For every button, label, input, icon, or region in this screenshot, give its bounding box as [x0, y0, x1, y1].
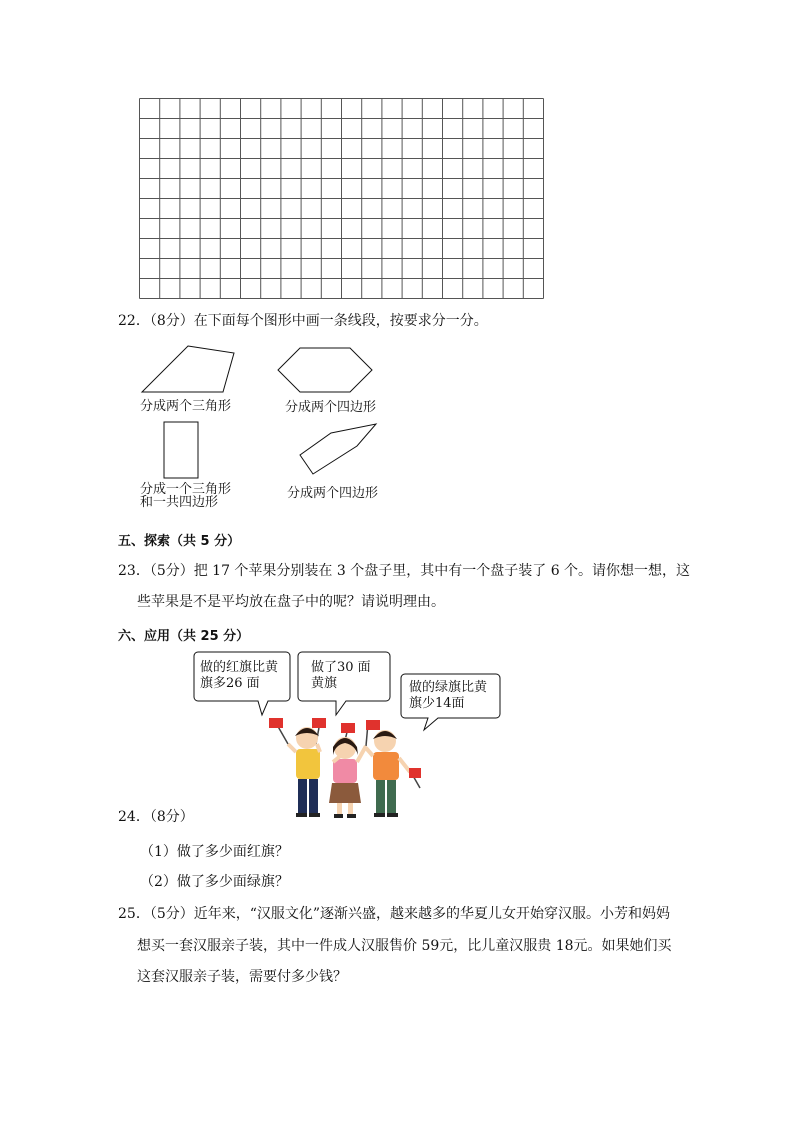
- label-hexagon: 分成两个四边形: [285, 400, 377, 415]
- bubble-middle-line1: 做了30 面: [311, 660, 371, 675]
- bubble-right-line2: 旗少14面: [409, 696, 465, 711]
- bubble-right-text: [409, 680, 487, 712]
- child-left: [269, 718, 326, 817]
- pentagon-shape: [300, 424, 376, 474]
- bubble-middle-line2: 黄旗: [311, 676, 338, 691]
- question-25-line3: 这套汉服亲子装，需要付多少钱？: [137, 969, 347, 985]
- question-24-title: 24．（8分）: [118, 809, 194, 825]
- question-25-line1: 25．（5分）近年来，“汉服文化”逐渐兴盛，越来越多的华夏儿女开始穿汉服。小芳和妈妈: [118, 906, 671, 922]
- child-middle: [329, 720, 380, 818]
- question-24-sub1: （1）做了多少面红旗？: [140, 844, 289, 860]
- label-pentagon: 分成两个四边形: [287, 486, 379, 501]
- bubble-right-line1: 做的绿旗比黄: [409, 680, 488, 695]
- grid-area: [139, 98, 547, 302]
- question-22-text: 22．（8分）在下面每个图形中画一条线段，按要求分一分。: [118, 313, 488, 329]
- bubble-middle-text: [311, 660, 371, 692]
- question-25-line2: 想买一套汉服亲子装，其中一件成人汉服售价 59元，比儿童汉服贵 18元。如果她们买: [137, 938, 672, 954]
- section-5-title: 五、探索（共 5 分）: [118, 534, 241, 549]
- label-rect-line1: 分成一个三角形: [140, 482, 232, 497]
- bubble-left-text: [200, 660, 278, 692]
- question-23-line2: 些苹果是不是平均放在盘子中的呢？请说明理由。: [137, 594, 445, 610]
- quadrilateral-shape: [142, 346, 234, 392]
- bubble-left-line2: 旗多26 面: [200, 676, 260, 691]
- flag: [269, 718, 283, 728]
- rectangle-shape: [164, 422, 198, 478]
- bubble-left-line1: 做的红旗比黄: [200, 660, 279, 675]
- child-right: [366, 730, 421, 817]
- question-24-sub2: （2）做了多少面绿旗？: [140, 874, 289, 890]
- question-23-line1: 23．（5分）把 17 个苹果分别装在 3 个盘子里，其中有一个盘子装了 6 个。请你想一想，这: [118, 563, 691, 579]
- section-6-title: 六、应用（共 25 分）: [118, 629, 250, 644]
- label-quad: 分成两个三角形: [140, 399, 232, 414]
- label-rect-line2: 和一共四边形: [140, 495, 219, 510]
- answer-grid: [139, 98, 547, 302]
- hexagon-shape: [278, 348, 372, 392]
